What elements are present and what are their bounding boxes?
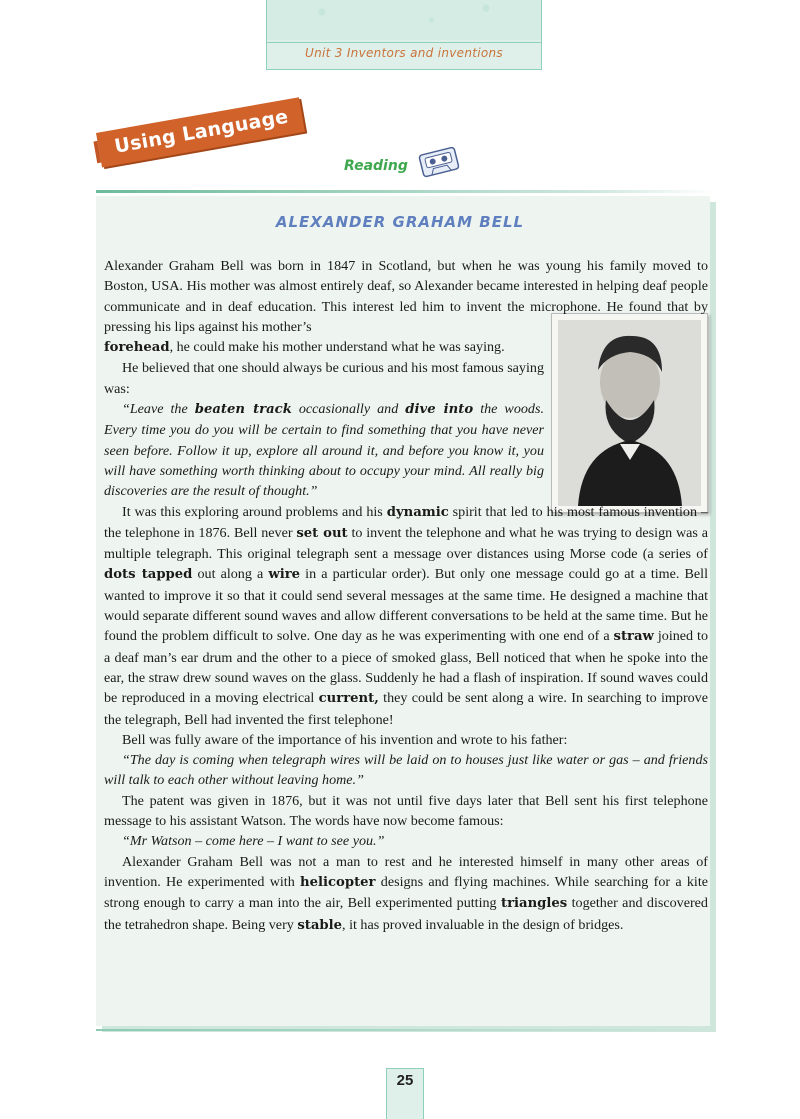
paragraph-5 — [104, 791, 708, 832]
text-run: spirit that led to his most famous invention – the telephone in 1876. Bell never — [104, 503, 708, 541]
text-run: “Leave the — [122, 401, 195, 418]
vocab-wire: wire — [268, 567, 301, 583]
vocab-forehead: forehead — [104, 340, 170, 356]
text-run: joined to a deaf man’s ear drum and the other to a piece of smoked glass, Bell noticed that when he spoke into the ear, the straw drew sound waves on the glass. Suddenly he had a flash of inspiration. If sound waves could be reproduced in a moving electrical — [104, 628, 708, 707]
text-run: , it has proved invaluable in the design of bridges. — [342, 916, 624, 933]
vocab-straw: straw — [613, 629, 654, 645]
paragraph-4 — [104, 730, 708, 750]
page-number: 25 — [386, 1068, 424, 1094]
text-run: , he could make his mother understand what he was saying. — [169, 339, 505, 356]
text-run: It was this exploring around problems and his — [122, 503, 387, 520]
text-run: “The day is coming when telegraph wires will be laid on to houses just like water or gas – and friends will talk to each other without leaving home.” — [104, 752, 708, 789]
text-run: they could be sent along a wire. In searching to improve the telegraph, Bell had invented the first telephone! — [104, 690, 708, 728]
unit-header-tab — [266, 0, 542, 70]
vocab-beaten-track: beaten track — [194, 402, 292, 418]
vocab-dots-tapped: dots tapped — [104, 567, 193, 583]
paragraph-3 — [104, 502, 708, 730]
text-run: the woods. Every time you do you will be certain to find something that you have never seen before. Follow it up, explore all around it, and before you know it, you will have something worth thinking about to occupy your mind. All really big discoveries are the result of thought.” — [104, 401, 544, 500]
text-run: to invent the telephone and what he was trying to design was a multiple telegraph. This original telegraph sent a message over distances using Morse code (a series of — [104, 524, 708, 563]
text-run: occasionally and — [291, 401, 406, 418]
paragraph-1 — [104, 256, 708, 337]
text-run: Alexander Graham Bell was not a man to rest and he interested himself in many other areas of invention. He experimented with — [104, 853, 708, 890]
text-run: Bell was fully aware of the importance of his invention and wrote to his father: — [122, 731, 568, 748]
page-number-strip — [386, 1093, 424, 1119]
text-run: “Mr Watson – come here – I want to see you.” — [122, 833, 385, 850]
paragraph-6 — [104, 852, 708, 936]
article-title: ALEXANDER GRAHAM BELL — [275, 213, 525, 231]
reading-label: Reading — [344, 158, 408, 174]
text-run: The patent was given in 1876, but it was not until five days later that Bell sent his first telephone message to his assistant Watson. The words have now become famous: — [104, 792, 708, 830]
quote-2 — [104, 750, 708, 791]
vocab-current: current, — [318, 691, 379, 707]
quote-3 — [104, 831, 708, 851]
text-run: Alexander Graham Bell was born in 1847 in Scotland, but when he was young his family moved to Boston, USA. His mother was almost entirely deaf, so Alexander became interested in helping deaf people communicate and in deaf education. This interest led him to invent the microphone. He found that by pressing his lips against his mother’s — [104, 258, 708, 335]
panel-top-rule — [96, 190, 716, 193]
vocab-stable: stable — [297, 917, 343, 933]
paragraph-2 — [104, 358, 544, 399]
article-body — [104, 256, 708, 936]
using-language-badge: Using Language — [96, 97, 305, 167]
unit-title: Unit 3 Inventors and inventions — [305, 46, 503, 60]
vocab-dive-into: dive into — [405, 402, 474, 418]
vocab-dynamic: dynamic — [386, 504, 449, 520]
quote-1 — [104, 399, 544, 501]
panel-bottom-rule — [96, 1029, 716, 1031]
text-run: together and discovered the tetrahedron shape. Being very — [104, 895, 708, 933]
text-run: designs and flying machines. While searching for a kite strong enough to carry a man into the air, Bell experimented putting — [104, 873, 708, 912]
text-run: He believed that one should always be curious and his most famous saying was: — [104, 360, 544, 397]
vocab-set-out: set out — [296, 525, 348, 541]
vocab-helicopter: helicopter — [300, 874, 376, 890]
header-rule — [267, 42, 541, 43]
vocab-triangles: triangles — [500, 896, 568, 912]
cassette-tape-icon — [418, 146, 461, 178]
text-run: out along a — [192, 566, 269, 583]
paragraph-1-cont — [104, 337, 544, 358]
header-decoration — [267, 0, 541, 40]
text-run: in a particular order). But only one message could go at a time. Bell wanted to improve it so that it could send several messages at the same time. He designed a machine that would separate different sound waves and allow different conversations to be held at the same time. But he found the problem difficult to solve. One day as he was experimenting with one end of a — [104, 566, 708, 645]
